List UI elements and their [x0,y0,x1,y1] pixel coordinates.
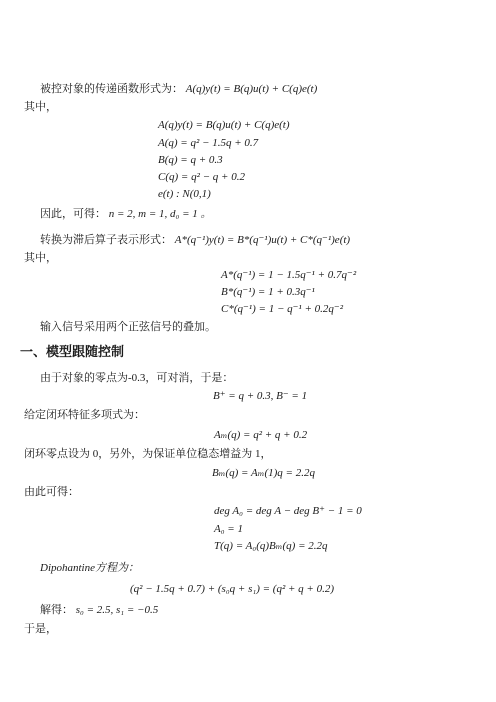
order-params: n = 2, m = 1, d₀ = 1 。 [108,208,212,220]
a0-equation: A₀ = 1 [214,523,243,535]
noise-distribution: e(t) : N(0,1) [158,188,211,200]
deg-a0-equation: deg A₀ = deg A − deg B⁺ − 1 = 0 [214,505,362,517]
a-star-polynomial: A*(q⁻¹) = 1 − 1.5q⁻¹ + 0.7q⁻² [221,269,357,281]
delay-form-text: 转换为滞后算子表示形式： [40,234,172,246]
b-star-polynomial: B*(q⁻¹) = 1 + 0.3q⁻¹ [221,286,315,298]
zero-cancel-text: 由于对象的零点为-0.3，可对消，于是： [40,372,234,384]
delay-form-line [40,233,350,247]
intro-equation: A(q)y(t) = B(q)u(t) + C(q)e(t) [185,83,318,95]
qizhong-label-1: 其中， [24,101,57,113]
char-poly-text: 给定闭环特征多项式为： [24,409,145,421]
qizhong-label-2: 其中， [24,252,57,264]
intro-line [40,82,317,96]
solution-line [40,603,158,617]
delay-form-equation: A*(q⁻¹)y(t) = B*(q⁻¹)u(t) + C*(q⁻¹)e(t) [174,234,351,246]
b-polynomial: B(q) = q + 0.3 [158,154,223,166]
b-factorization: B⁺ = q + 0.3, B⁻ = 1 [213,390,308,402]
am-polynomial: Aₘ(q) = q² + q + 0.2 [214,429,308,441]
intro-text: 被控对象的传递函数形式为： [40,83,183,95]
bm-polynomial: Bₘ(q) = Aₘ(1)q = 2.2q [212,467,315,479]
yinci-line [40,207,212,221]
derive-text: 由此可得： [24,486,79,498]
yinci-text: 因此，可得： [40,208,106,220]
yushi-text: 于是， [24,623,57,635]
t-polynomial: T(q) = A₀(q)Bₘ(q) = 2.2q [214,540,328,552]
diophantine-text: Dipohantine方程为： [40,562,139,574]
sys-equation: A(q)y(t) = B(q)u(t) + C(q)e(t) [158,119,290,131]
a-polynomial: A(q) = q² − 1.5q + 0.7 [158,137,259,149]
c-star-polynomial: C*(q⁻¹) = 1 − q⁻¹ + 0.2q⁻² [221,303,343,315]
solution-values: s₀ = 2.5, s₁ = −0.5 [75,604,159,616]
closed-loop-zero-text: 闭环零点设为 0，另外，为保证单位稳态增益为 1， [24,448,272,460]
diophantine-equation: (q² − 1.5q + 0.7) + (s₀q + s₁) = (q² + q + 0.2) [130,583,334,595]
c-polynomial: C(q) = q² − q + 0.2 [158,171,245,183]
solution-text: 解得： [40,604,73,616]
input-signal-text: 输入信号采用两个正弦信号的叠加。 [40,321,216,333]
section-heading: 一、模型跟随控制 [20,344,125,359]
